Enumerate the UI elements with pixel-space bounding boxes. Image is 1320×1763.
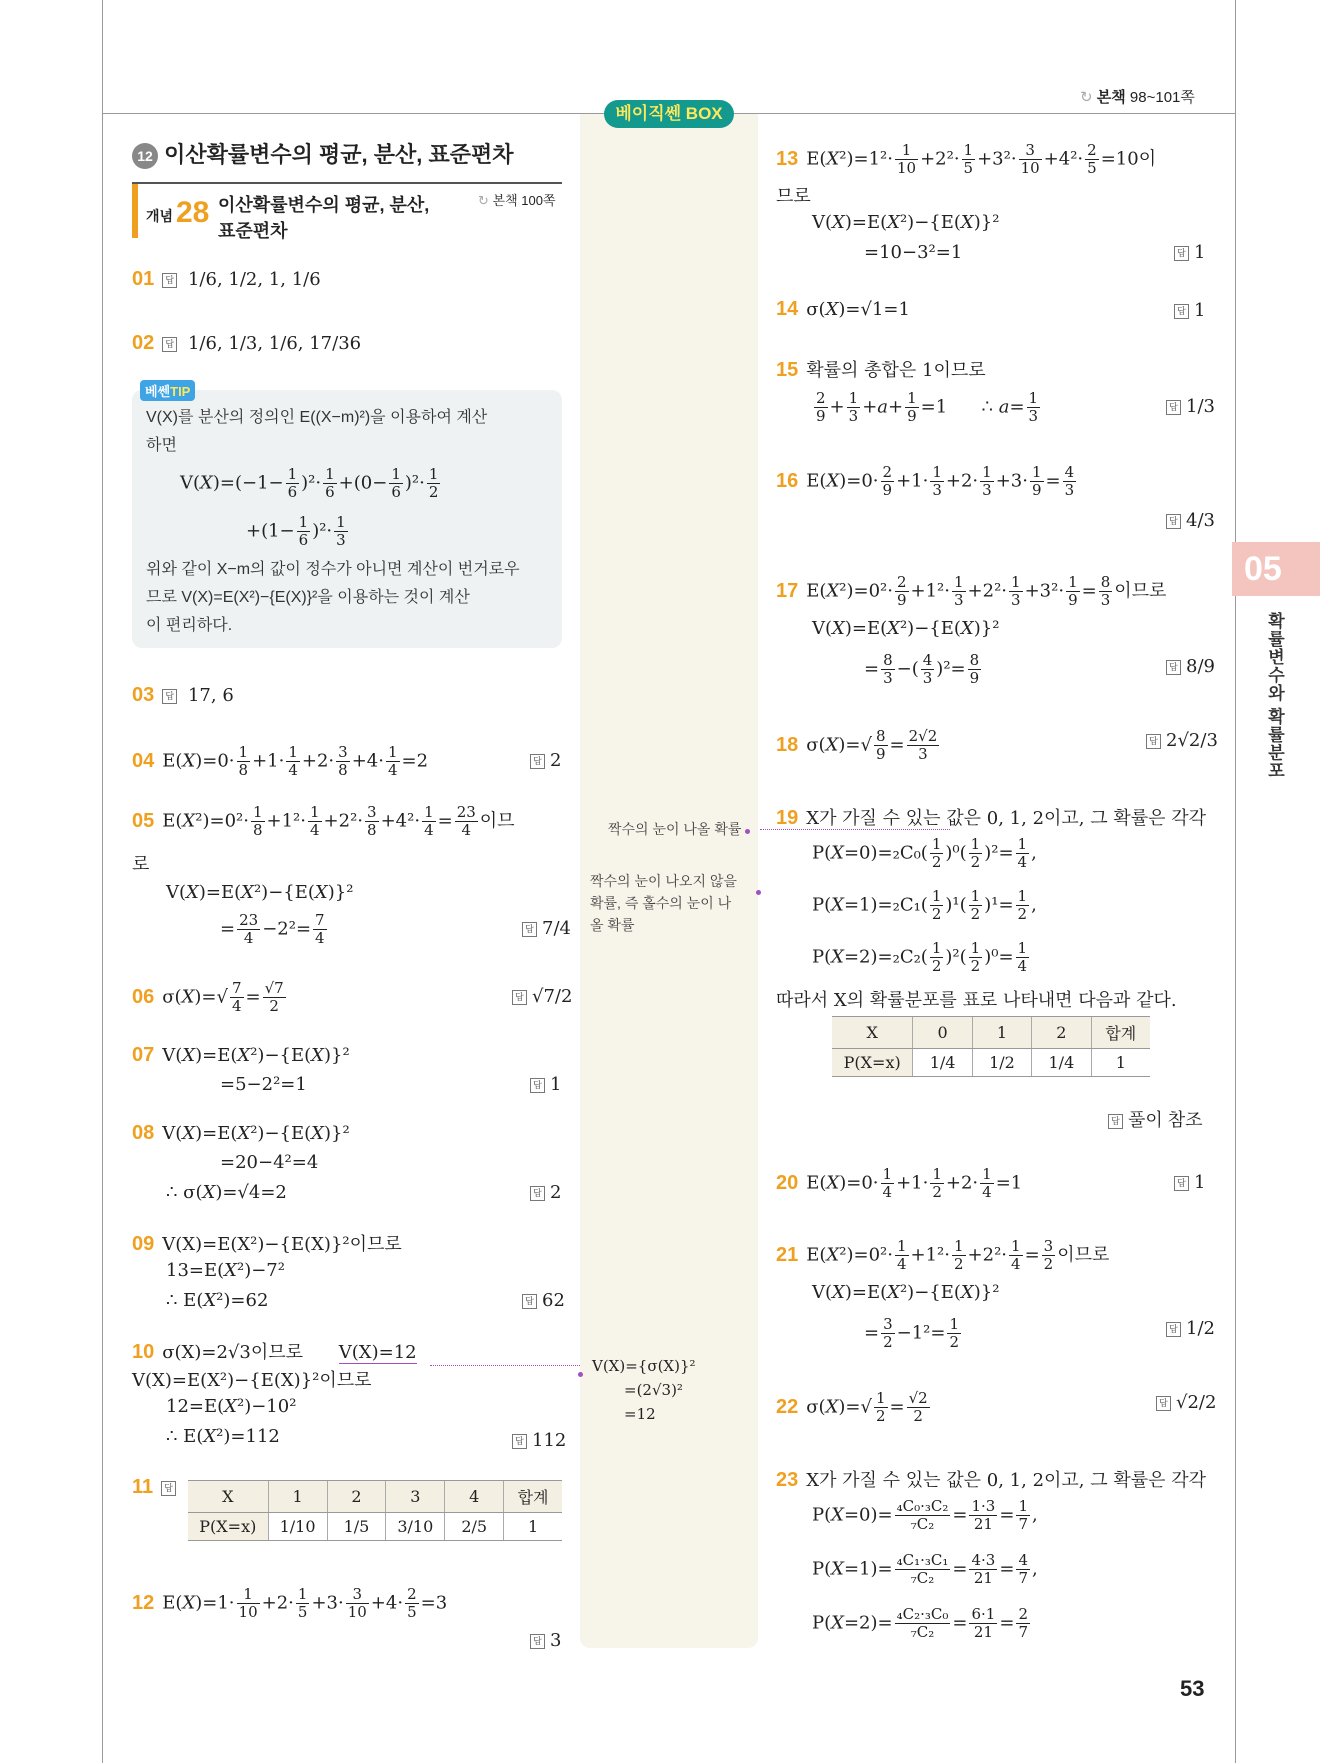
table11-cell: 3/10 — [386, 1513, 445, 1541]
problem-19-conclusion: 따라서 X의 확률분포를 표로 나타내면 다음과 같다. — [776, 990, 1177, 1011]
table11-header-total: 합계 — [504, 1481, 562, 1513]
answer-18-value: 2√2/3 — [1166, 730, 1218, 751]
problem-10-line4: ∴ E(X²)=112 — [166, 1426, 280, 1447]
problem-23-p2: P(X=2)= $\frac{\text{₄C₂·₃C₀}}{\text{₇C₂}}$ = $\frac{6\cdot 1}{21}$ = $\frac{2}{7}$ — [812, 1605, 1028, 1641]
answer-mark: 답 — [1108, 1114, 1123, 1129]
problem-06: 06 σ(X)=√ $\frac{7}{4}$ = $\frac{√7}{2}$ — [132, 979, 284, 1015]
problem-15-line2: $\frac{2}{9}$ + $\frac{1}{3}$ +a+ $\frac{1}{9}$ =1 ∴ a= $\frac{1}{3}$ — [816, 389, 1039, 425]
table11-header: 2 — [327, 1481, 386, 1513]
answer-mark: 답 — [512, 1434, 527, 1449]
answer-16-value: 4/3 — [1186, 510, 1215, 531]
table19-cell: 1/2 — [972, 1049, 1031, 1077]
section-number-badge: 12 — [132, 143, 158, 169]
problem-10-underlined: V(X)=12 — [338, 1342, 417, 1363]
problem-10-line2: V(X)=E(X²)−{E(X)}²이므로 — [132, 1370, 372, 1391]
answer-08 — [530, 1182, 561, 1203]
problem-23-text: X가 가질 수 있는 값은 0, 1, 2이고, 그 확률은 각각 — [806, 1470, 1207, 1491]
header-reference — [1080, 86, 1195, 107]
problem-17: 17 E(X²)=0²· $\frac{2}{9}$ +1²· $\frac{1}{3}$ +2²· $\frac{1}{3}$ +3²· $\frac{1}{9}$ = $\frac{8}{3}$ 이므로 — [776, 573, 1167, 609]
answer-12-value: 3 — [550, 1630, 562, 1651]
table11-header: 3 — [386, 1481, 445, 1513]
connector-dot — [756, 880, 761, 899]
answer-05 — [522, 918, 571, 939]
answer-15 — [1166, 396, 1215, 417]
answer-mark: 답 — [162, 689, 177, 704]
problem-05-cont: 로 — [132, 854, 150, 875]
problem-04: 04 E(X)=0· $\frac{1}{8}$ +1· $\frac{1}{4}$ +2· $\frac{3}{8}$ +4· $\frac{1}{4}$ =2 — [132, 743, 429, 779]
problem-19-text: X가 가질 수 있는 값은 0, 1, 2이고, 그 확률은 각각 — [806, 808, 1207, 829]
tip-tag-a: 베쎈 — [145, 384, 171, 399]
answer-22 — [1156, 1392, 1216, 1413]
answer-mark: 답 — [162, 337, 177, 352]
tip-equation-1: V(X)=(−1− $\frac{1}{6}$ )²· $\frac{1}{6}$ +(0− $\frac{1}{6}$ )²· $\frac{1}{2}$ — [180, 465, 439, 501]
answer-mark: 답 — [530, 754, 545, 769]
sidenote-10-line3: =12 — [624, 1405, 656, 1423]
answer-19 — [1108, 1106, 1203, 1132]
problem-05-line2: V(X)=E(X²)−{E(X)}² — [166, 882, 354, 903]
problem-11: 11 답 — [132, 1476, 181, 1499]
connector-dot — [578, 1362, 583, 1381]
problem-07-line2: =5−2²=1 — [220, 1074, 307, 1095]
sidenote-19b — [590, 870, 737, 936]
answer-mark: 답 — [1166, 1322, 1181, 1337]
connector-19a — [760, 829, 950, 830]
answer-03: 03 답 17, 6 — [132, 684, 234, 706]
connector-dot — [745, 829, 750, 834]
tip-tag-b: TIP — [170, 384, 191, 399]
problem-23-p0: P(X=0)= $\frac{\text{₄C₀·₃C₂}}{\text{₇C₂}}$ = $\frac{1\cdot 3}{21}$ = $\frac{1}{7}$ , — [812, 1497, 1038, 1533]
answer-21-value: 1/2 — [1186, 1318, 1215, 1339]
answer-mark: 답 — [522, 1294, 537, 1309]
answer-07 — [530, 1074, 561, 1095]
concept-title-line2: 표준편차 — [218, 221, 288, 241]
problem-09-text: V(X)=E(X²)−{E(X)}²이므로 — [162, 1234, 402, 1255]
problem-08: 08 V(X)=E(X²)−{E(X)}² — [132, 1122, 350, 1144]
answer-20-value: 1 — [1194, 1172, 1206, 1193]
header-ref-label: 본책 — [1096, 89, 1126, 106]
problem-13: 13 E(X²)=1²· $\frac{1}{10}$ +2²· $\frac{1}{5}$ +3²· $\frac{3}{10}$ +4²· $\frac{2}{5}$ =10이 — [776, 141, 1157, 177]
concept-label: 개념 — [146, 208, 174, 224]
problem-20: 20 E(X)=0· $\frac{1}{4}$ +1· $\frac{1}{2}$ +2· $\frac{1}{4}$ =1 — [776, 1165, 1023, 1201]
answer-mark: 답 — [530, 1078, 545, 1093]
answer-17-value: 8/9 — [1186, 656, 1215, 677]
table11-header: 4 — [445, 1481, 504, 1513]
table11-cell: 2/5 — [445, 1513, 504, 1541]
problem-16: 16 E(X)=0· $\frac{2}{9}$ +1· $\frac{1}{3}$ +2· $\frac{1}{3}$ +3· $\frac{1}{9}$ = $\frac{4}{3}$ — [776, 463, 1075, 499]
answer-13 — [1174, 242, 1205, 263]
answer-21 — [1166, 1318, 1215, 1339]
answer-20 — [1174, 1172, 1205, 1193]
tip-line1: V(X)를 분산의 정의인 E((X−m)²)을 이용하여 계산 — [146, 409, 488, 426]
answer-mark: 답 — [1146, 734, 1161, 749]
table19-header: 1 — [972, 1017, 1031, 1049]
answer-22-value: √2/2 — [1176, 1392, 1217, 1413]
concept-title-line1: 이산확률변수의 평균, 분산, — [218, 195, 430, 215]
answer-14-value: 1 — [1194, 300, 1206, 321]
sidenote-19a-text: 짝수의 눈이 나올 확률 — [608, 821, 742, 837]
answer-10-value: 112 — [532, 1430, 567, 1451]
answer-09-value: 62 — [542, 1290, 565, 1311]
table11-row-label: P(X=x) — [188, 1513, 268, 1541]
problem-13-line3: =10−3²=1 — [864, 242, 963, 263]
answer-05-value: 7/4 — [542, 918, 571, 939]
table19-header: 0 — [913, 1017, 972, 1049]
concept-rule — [132, 182, 562, 184]
table11-cell: 1/10 — [268, 1513, 327, 1541]
answer-07-value: 1 — [550, 1074, 562, 1095]
problem-21-line3: = $\frac{3}{2}$ −1²= $\frac{1}{2}$ — [864, 1315, 960, 1351]
concept-bar — [132, 184, 138, 238]
problem-19-p0: P(X=0)=₂C₀( $\frac{1}{2}$ )⁰( $\frac{1}{2}$ )²= $\frac{1}{4}$ , — [812, 835, 1037, 871]
answer-mark: 답 — [1156, 1396, 1171, 1411]
problem-15: 15 확률의 총합은 1이므로 — [776, 359, 986, 381]
sidenote-19b-line3: 올 확률 — [590, 917, 635, 933]
tip-tag — [140, 380, 195, 401]
problem-19-p2: P(X=2)=₂C₂( $\frac{1}{2}$ )²( $\frac{1}{2}$ )⁰= $\frac{1}{4}$ — [812, 939, 1028, 975]
tip-equation-2: +(1− $\frac{1}{6}$ )²· $\frac{1}{3}$ — [246, 513, 346, 549]
problem-15-text: 확률의 총합은 1이므로 — [806, 360, 986, 381]
tip-text1: 위와 같이 X−m의 값이 정수가 아니면 계산이 번거로우 — [146, 561, 520, 578]
answer-mark: 답 — [1166, 660, 1181, 675]
answer-02-value: 1/6, 1/3, 1/6, 17/36 — [187, 333, 362, 354]
sidenote-10-line2: =(2√3)² — [624, 1381, 683, 1399]
table11-cell: 1 — [504, 1513, 562, 1541]
problem-09-line3: ∴ E(X²)=62 — [166, 1290, 269, 1311]
chapter-title: 확률변수와 확률분포 — [1265, 612, 1284, 780]
problem-19-p1: P(X=1)=₂C₁( $\frac{1}{2}$ )¹( $\frac{1}{2}$ )¹= $\frac{1}{2}$ , — [812, 887, 1037, 923]
table19-cell: 1/4 — [1032, 1049, 1091, 1077]
table19-header-total: 합계 — [1091, 1017, 1150, 1049]
concept-ref — [478, 190, 556, 209]
problem-23: 23 X가 가질 수 있는 값은 0, 1, 2이고, 그 확률은 각각 — [776, 1469, 1207, 1491]
distribution-table-19 — [832, 1016, 1150, 1077]
right-margin-line — [1235, 0, 1236, 1763]
answer-17 — [1166, 656, 1215, 677]
problem-09: 09 V(X)=E(X²)−{E(X)}²이므로 — [132, 1233, 402, 1255]
answer-12 — [530, 1630, 561, 1651]
answer-03-value: 17, 6 — [187, 685, 234, 706]
distribution-table-11 — [188, 1480, 562, 1541]
answer-18 — [1146, 730, 1218, 751]
problem-07: 07 V(X)=E(X²)−{E(X)}² — [132, 1044, 350, 1066]
problem-12: 12 E(X)=1· $\frac{1}{10}$ +2· $\frac{1}{5}$ +3· $\frac{3}{10}$ +4· $\frac{2}{5}$ =3 — [132, 1585, 448, 1621]
concept-ref-text: 본책 100쪽 — [492, 193, 556, 208]
tip-text2: 므로 V(X)=E(X²)−{E(X)}²을 이용하는 것이 계산 — [146, 589, 470, 606]
problem-13-cont: 므로 — [776, 186, 811, 207]
basic-box-tag: 베이직쎈 BOX — [604, 100, 734, 128]
answer-mark: 답 — [1174, 304, 1189, 319]
tip-line2: 하면 — [146, 437, 177, 454]
problem-05-line3: = $\frac{23}{4}$ −2²= $\frac{7}{4}$ — [220, 911, 325, 947]
left-margin-line — [102, 0, 103, 1763]
problem-23-p1: P(X=1)= $\frac{\text{₄C₁·₃C₁}}{\text{₇C₂}}$ = $\frac{4\cdot 3}{21}$ = $\frac{4}{7}$ , — [812, 1551, 1038, 1587]
problem-08-line3: ∴ σ(X)=√4=2 — [166, 1182, 287, 1203]
answer-mark: 답 — [512, 990, 527, 1005]
answer-02: 02 답 1/6, 1/3, 1/6, 17/36 — [132, 332, 362, 354]
refresh-icon: ↻ — [1080, 89, 1093, 106]
problem-18: 18 σ(X)=√ $\frac{8}{9}$ = $\frac{2√2}{3}$ — [776, 727, 938, 763]
answer-14 — [1174, 300, 1205, 321]
answer-16 — [1166, 510, 1215, 531]
table19-cell: 1 — [1091, 1049, 1150, 1077]
answer-01: 01 답 1/6, 1/2, 1, 1/6 — [132, 268, 321, 290]
table11-header-x: X — [188, 1481, 268, 1513]
concept-title — [218, 192, 429, 244]
problem-08-line2: =20−4²=4 — [220, 1152, 319, 1173]
answer-mark: 답 — [1166, 400, 1181, 415]
problem-21-line2: V(X)=E(X²)−{E(X)}² — [812, 1282, 1000, 1303]
problem-09-line2: 13=E(X²)−7² — [166, 1260, 285, 1281]
answer-mark: 답 — [530, 1634, 545, 1649]
answer-mark: 답 — [1166, 514, 1181, 529]
answer-10 — [512, 1430, 566, 1451]
problem-19: 19 X가 가질 수 있는 값은 0, 1, 2이고, 그 확률은 각각 — [776, 807, 1207, 829]
problem-13-line2: V(X)=E(X²)−{E(X)}² — [812, 212, 1000, 233]
refresh-icon: ↻ — [478, 193, 489, 208]
answer-mark: 답 — [162, 273, 177, 288]
problem-10: 10 σ(X)=2√3이므로 V(X)=12 — [132, 1341, 417, 1363]
problem-17-line2: V(X)=E(X²)−{E(X)}² — [812, 618, 1000, 639]
answer-mark: 답 — [1174, 246, 1189, 261]
answer-04 — [530, 750, 561, 771]
answer-19-value: 풀이 참조 — [1128, 1110, 1203, 1130]
answer-mark: 답 — [1174, 1176, 1189, 1191]
table19-header: 2 — [1032, 1017, 1091, 1049]
tip-text3: 이 편리하다. — [146, 617, 233, 634]
page-number: 53 — [1180, 1676, 1205, 1701]
answer-08-value: 2 — [550, 1182, 562, 1203]
table19-row-label: P(X=x) — [832, 1049, 913, 1077]
sidenote-19b-line2: 확률, 즉 홀수의 눈이 나 — [590, 895, 732, 911]
sidenote-10-line1: V(X)={σ(X)}² — [592, 1357, 696, 1375]
section-title-text: 이산확률변수의 평균, 분산, 표준편차 — [164, 142, 514, 167]
problem-10-line3: 12=E(X²)−10² — [166, 1396, 297, 1417]
problem-22: 22 σ(X)=√ $\frac{1}{2}$ = $\frac{√2}{2}$ — [776, 1389, 928, 1425]
answer-04-value: 2 — [550, 750, 562, 771]
problem-17-line3: = $\frac{8}{3}$ −( $\frac{4}{3}$ )²= $\frac{8}{9}$ — [864, 651, 980, 687]
table11-header: 1 — [268, 1481, 327, 1513]
connector-10 — [430, 1365, 580, 1366]
problem-05: 05 E(X²)=0²· $\frac{1}{8}$ +1²· $\frac{1}{4}$ +2²· $\frac{3}{8}$ +4²· $\frac{1}{4}$ = $\frac{23}{4}$ 이므 — [132, 803, 515, 839]
problem-14: 14 σ(X)=√1=1 — [776, 298, 910, 320]
chapter-tab: 05 — [1232, 542, 1320, 596]
sidenote-10 — [592, 1354, 696, 1426]
table19-header-x: X — [832, 1017, 913, 1049]
answer-06 — [512, 986, 572, 1007]
answer-01-value: 1/6, 1/2, 1, 1/6 — [187, 269, 321, 290]
answer-09 — [522, 1290, 565, 1311]
section-title — [132, 138, 513, 169]
answer-mark: 답 — [161, 1481, 176, 1496]
problem-10-text: σ(X)=2√3이므로 — [162, 1342, 304, 1363]
concept-number: 28 — [176, 196, 210, 229]
tip-text-top — [146, 404, 487, 460]
table11-cell: 1/5 — [327, 1513, 386, 1541]
answer-13-value: 1 — [1194, 242, 1206, 263]
answer-15-value: 1/3 — [1186, 396, 1215, 417]
answer-06-value: √7/2 — [532, 986, 573, 1007]
problem-21: 21 E(X²)=0²· $\frac{1}{4}$ +1²· $\frac{1}{2}$ +2²· $\frac{1}{4}$ = $\frac{3}{2}$ 이므로 — [776, 1237, 1110, 1273]
answer-mark: 답 — [530, 1186, 545, 1201]
table19-cell: 1/4 — [913, 1049, 972, 1077]
answer-mark: 답 — [522, 922, 537, 937]
sidenote-19b-line1: 짝수의 눈이 나오지 않을 — [590, 873, 737, 889]
sidenote-19a — [608, 818, 750, 840]
header-ref-pages: 98~101쪽 — [1129, 89, 1195, 106]
tip-text-bottom — [146, 556, 520, 640]
